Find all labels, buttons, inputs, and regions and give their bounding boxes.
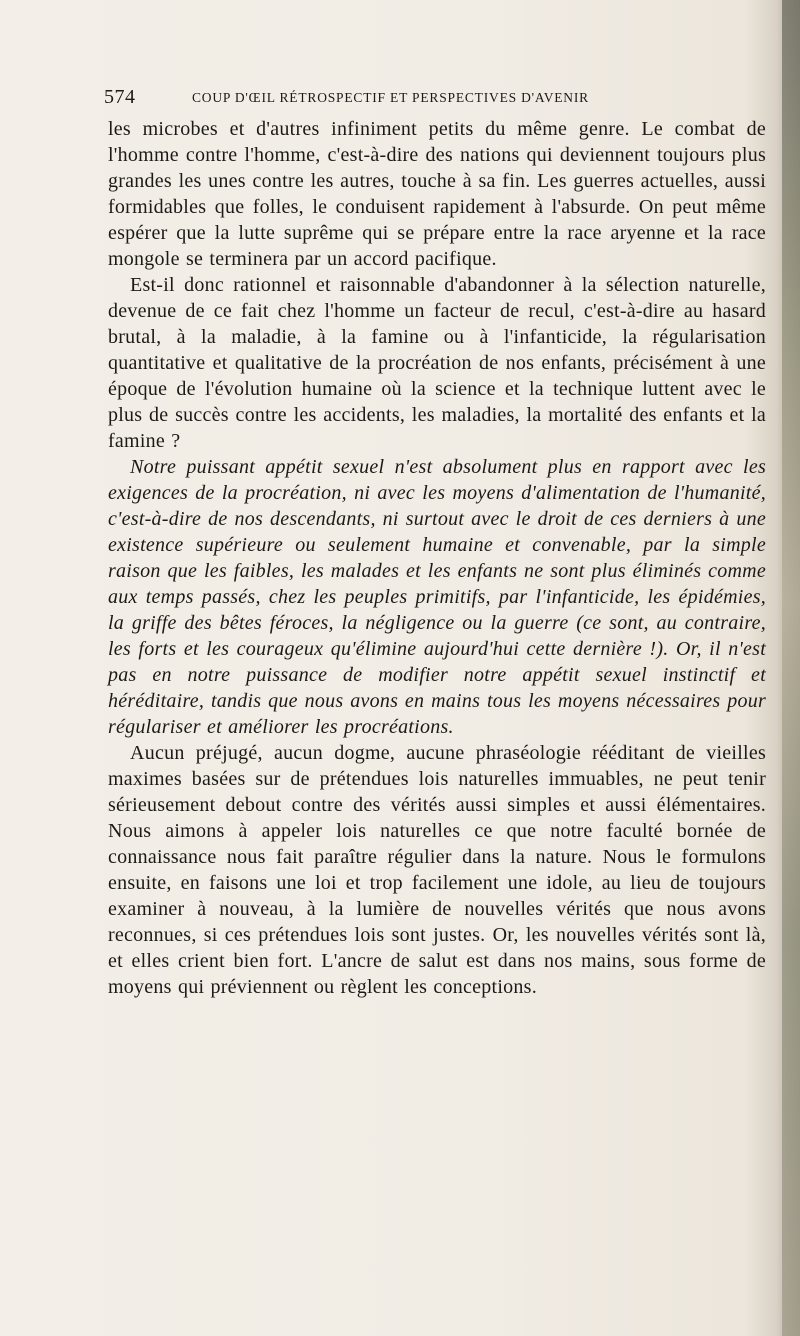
paragraph-4: Aucun préjugé, aucun dogme, aucune phraséologie rééditant de vieilles maximes basées sur de prétendues lois naturelles immuables, ne peut tenir sérieusement debout contre des vérités aussi simples et aussi élémentaires. Nous aimons à appeler lois naturelles ce que notre faculté bornée de connaissance nous fait paraître régulier dans la nature. Nous le formulons ensuite, en faisons une loi et trop facilement une idole, au lieu de toujours examiner à nouveau, à la lumière de nouvelles vérités que nous avons reconnues, si ces prétendues lois sont justes. Or, les nouvelles vérités sont là, et elles crient bien fort. L'ancre de salut est dans nos mains, sous forme de moyens qui préviennent ou règlent les conceptions. (108, 742, 766, 998)
paragraph-3-italic: Notre puissant appétit sexuel n'est absolument plus en rapport avec les exigences de la procréation, ni avec les moyens d'alimentation de l'humanité, c'est-à-dire de nos descendants, ni surtout avec le droit de ces derniers à une existence supérieure ou seulement humaine et convenable, par la simple raison que les faibles, les malades et les enfants ne sont plus éliminés comme aux temps passés, chez les peuples primitifs, par l'infanticide, les épidémies, la griffe des bêtes féroces, la négligence ou la guerre (ce sont, au contraire, les forts et les courageux qu'élimine aujourd'hui cette dernière !). Or, il n'est pas en notre puissance de modifier notre appétit sexuel instinctif et héréditaire, tandis que nous avons en mains tous les moyens nécessaires pour régulariser et améliorer les procréations. (108, 456, 766, 738)
running-title: COUP D'ŒIL RÉTROSPECTIF ET PERSPECTIVES D'AVENIR (192, 90, 589, 105)
page-edge-shadow (782, 0, 800, 1336)
page-number: 574 (104, 86, 136, 108)
page-header (104, 86, 684, 112)
body-text (108, 116, 766, 1000)
paragraph-2: Est-il donc rationnel et raisonnable d'abandonner à la sélection naturelle, devenue de ce fait chez l'homme un facteur de recul, c'est-à-dire au hasard brutal, à la maladie, à la famine ou à l'infanticide, la régularisation quantitative et qualitative de la procréation de nos enfants, précisément à une époque de l'évolution humaine où la science et la technique luttent avec le plus de succès contre les accidents, les maladies, la mortalité des enfants et la famine ? (108, 274, 766, 452)
paragraph-1: les microbes et d'autres infiniment petits du même genre. Le combat de l'homme contre l'homme, c'est-à-dire des nations qui deviennent toujours plus grandes les unes contre les autres, touche à sa fin. Les guerres actuelles, aussi formidables que folles, le conduisent rapidement à l'absurde. On peut même espérer que la lutte suprême qui se prépare entre la race aryenne et la race mongole se terminera par un accord pacifique. (108, 118, 766, 270)
